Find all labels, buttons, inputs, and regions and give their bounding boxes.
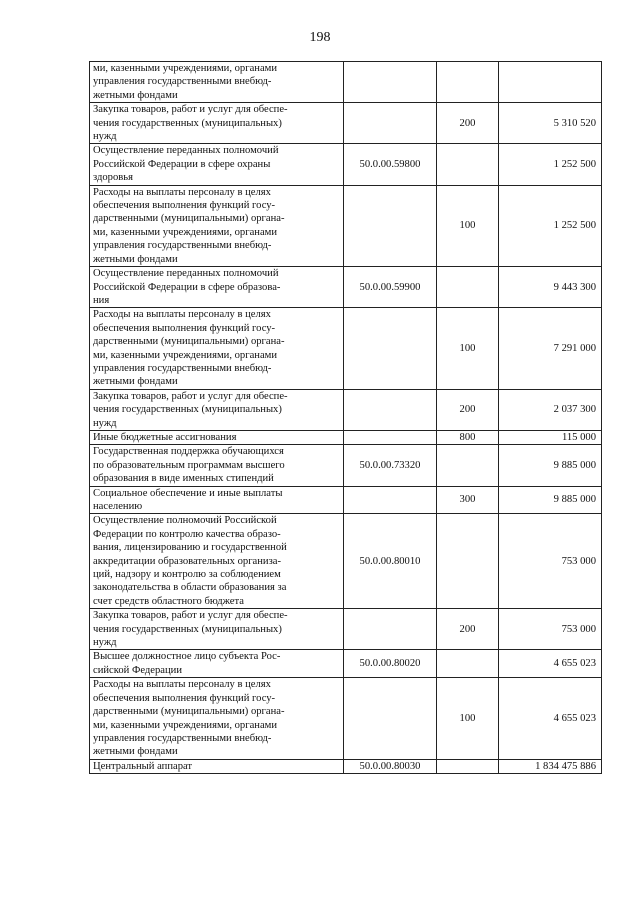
row-name-cell	[90, 430, 344, 444]
amount: 1 252 500	[499, 144, 602, 185]
row-name: Государственная поддержка обучающихся по образовательным программам высшего образования в виде именных стипендий	[93, 446, 285, 485]
expense-type-code	[437, 445, 499, 486]
row-name-cell	[90, 486, 344, 514]
row-name-cell	[90, 267, 344, 308]
target-article-code	[344, 62, 437, 103]
row-name: Центральный аппарат	[93, 760, 193, 772]
row-name-cell	[90, 759, 344, 773]
row-name-cell	[90, 445, 344, 486]
amount: 9 885 000	[499, 486, 602, 514]
row-name: Социальное обеспечение и иные выплаты населению	[93, 487, 283, 512]
target-article-code: 50.0.00.80030	[344, 759, 437, 773]
row-name: Осуществление переданных полномочий Российской Федерации в сфере образова- ния	[93, 268, 281, 306]
table-row	[90, 486, 602, 514]
table-row	[90, 759, 602, 773]
row-name: Осуществление переданных полномочий Российской Федерации в сфере охраны здоровья	[93, 145, 279, 184]
amount: 2 037 300	[499, 389, 602, 430]
amount	[499, 62, 602, 103]
expense-type-code: 300	[437, 486, 499, 514]
row-name-cell	[90, 389, 344, 430]
row-name: Закупка товаров, работ и услуг для обеспе- чения государственных (муниципальных) нужд	[93, 610, 288, 649]
amount: 7 291 000	[499, 308, 602, 389]
row-name: Высшее должностное лицо субъекта Рос- сийской Федерации	[93, 651, 281, 676]
target-article-code: 50.0.00.59900	[344, 267, 437, 308]
expense-type-code: 200	[437, 103, 499, 144]
row-name-cell	[90, 144, 344, 185]
amount: 9 443 300	[499, 267, 602, 308]
table-row	[90, 678, 602, 759]
amount: 753 000	[499, 609, 602, 650]
target-article-code	[344, 486, 437, 514]
row-name-cell	[90, 62, 344, 103]
table-row	[90, 514, 602, 609]
table-row	[90, 144, 602, 185]
row-name: Иные бюджетные ассигнования	[93, 431, 237, 443]
target-article-code: 50.0.00.80010	[344, 514, 437, 609]
table-row	[90, 62, 602, 103]
table-row	[90, 445, 602, 486]
expense-type-code: 100	[437, 185, 499, 266]
budget-table-body	[90, 62, 602, 774]
expense-type-code	[437, 650, 499, 678]
row-name-cell	[90, 678, 344, 759]
target-article-code	[344, 430, 437, 444]
table-row	[90, 609, 602, 650]
target-article-code	[344, 308, 437, 389]
table-row	[90, 267, 602, 308]
table-row	[90, 430, 602, 444]
row-name-cell	[90, 609, 344, 650]
amount: 5 310 520	[499, 103, 602, 144]
row-name-cell	[90, 185, 344, 266]
row-name-cell	[90, 650, 344, 678]
row-name: Осуществление полномочий Российской Федерации по контролю качества образо- вания, лицензированию и государственной аккредитации образовательных организа- ций, надзору и контролю за соблюдением законодательства в области образования за счет средств областного бюджета	[93, 515, 287, 607]
target-article-code: 50.0.00.59800	[344, 144, 437, 185]
expense-type-code	[437, 514, 499, 609]
table-row	[90, 185, 602, 266]
table-row	[90, 650, 602, 678]
expense-type-code: 200	[437, 609, 499, 650]
row-name: Закупка товаров, работ и услуг для обеспе- чения государственных (муниципальных) нужд	[93, 104, 288, 143]
row-name: Расходы на выплаты персоналу в целях обеспечения выполнения функций госу- дарственными (муниципальными) органа- ми, казенными учреждениями, органами управления государственными внебюд- жетными фондами	[93, 309, 285, 388]
expense-type-code: 800	[437, 430, 499, 444]
row-name-cell	[90, 308, 344, 389]
target-article-code: 50.0.00.73320	[344, 445, 437, 486]
row-name: ми, казенными учреждениями, органами управления государственными внебюд- жетными фондами	[93, 63, 278, 101]
row-name: Расходы на выплаты персоналу в целях обеспечения выполнения функций госу- дарственными (муниципальными) органа- ми, казенными учреждениями, органами управления государственными внебюд- жетными фондами	[93, 186, 285, 265]
expense-type-code	[437, 759, 499, 773]
amount: 4 655 023	[499, 678, 602, 759]
table-row	[90, 103, 602, 144]
expense-type-code: 100	[437, 678, 499, 759]
row-name-cell	[90, 514, 344, 609]
target-article-code	[344, 103, 437, 144]
table-row	[90, 389, 602, 430]
amount: 1 834 475 886	[499, 759, 602, 773]
row-name: Закупка товаров, работ и услуг для обеспе- чения государственных (муниципальных) нужд	[93, 390, 288, 429]
amount: 4 655 023	[499, 650, 602, 678]
table-row	[90, 308, 602, 389]
target-article-code: 50.0.00.80020	[344, 650, 437, 678]
budget-table	[89, 61, 602, 774]
target-article-code	[344, 609, 437, 650]
expense-type-code: 100	[437, 308, 499, 389]
page-number: 198	[309, 30, 331, 45]
target-article-code	[344, 389, 437, 430]
expense-type-code	[437, 267, 499, 308]
target-article-code	[344, 185, 437, 266]
row-name: Расходы на выплаты персоналу в целях обеспечения выполнения функций госу- дарственными (муниципальными) органа- ми, казенными учреждениями, органами управления государственными внебюд- жетными фондами	[93, 679, 285, 758]
target-article-code	[344, 678, 437, 759]
expense-type-code	[437, 144, 499, 185]
expense-type-code	[437, 62, 499, 103]
expense-type-code: 200	[437, 389, 499, 430]
amount: 9 885 000	[499, 445, 602, 486]
row-name-cell	[90, 103, 344, 144]
amount: 1 252 500	[499, 185, 602, 266]
amount: 115 000	[499, 430, 602, 444]
amount: 753 000	[499, 514, 602, 609]
